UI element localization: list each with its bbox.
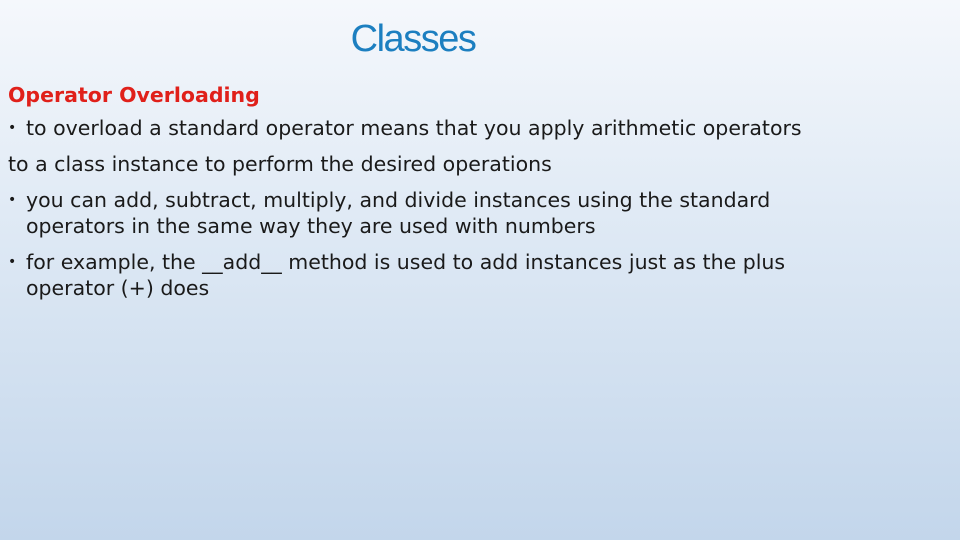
bullet-marker: •	[8, 120, 17, 136]
bullet-marker: •	[8, 254, 17, 270]
section-heading: Operator Overloading	[8, 83, 260, 107]
bullet-item	[8, 115, 953, 141]
bullet-text-line: operators in the same way they are used with numbers	[26, 214, 596, 238]
bullet-item	[8, 249, 953, 301]
slide-title: Classes	[350, 18, 476, 60]
slide-content	[8, 80, 953, 301]
bullet-text-line: for example, the __add__ method is used to add instances just as the plus	[26, 250, 786, 274]
paragraph-line: to a class instance to perform the desired operations	[8, 152, 552, 176]
bullet-marker: •	[8, 192, 17, 208]
bullet-text-line: you can add, subtract, multiply, and divide instances using the standard	[26, 188, 771, 212]
bullet-item	[8, 187, 953, 239]
bullet-text-line: operator (+) does	[26, 276, 210, 300]
bullet-text-line: to overload a standard operator means that you apply arithmetic operators	[26, 116, 802, 140]
